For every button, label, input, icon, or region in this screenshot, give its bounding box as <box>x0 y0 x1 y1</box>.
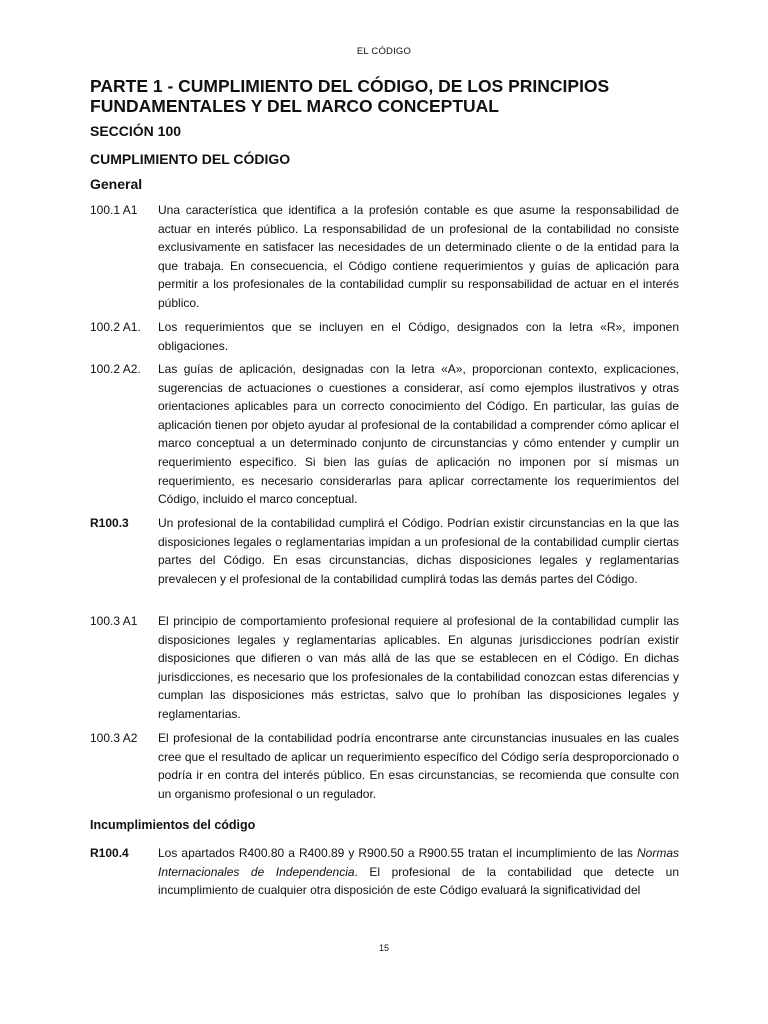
paragraph-100-3-a1 <box>90 612 679 724</box>
minor-heading-incumplimientos: Incumplimientos del código <box>90 818 256 832</box>
paragraph-r100-4 <box>90 844 679 900</box>
text-segment: Los apartados R400.80 a R400.89 y R900.50 a R900.55 tratan el incumplimiento de las <box>158 846 637 860</box>
subheading-general: General <box>90 176 143 192</box>
paragraph-100-2-a2 <box>90 360 679 509</box>
paragraph-number: 100.2 A1. <box>90 320 141 334</box>
paragraph-100-1-a1 <box>90 201 679 313</box>
paragraph-text: Los requerimientos que se incluyen en el Código, designados con la letra «R», imponen obligaciones. <box>158 320 679 353</box>
paragraph-text: Una característica que identifica a la profesión contable es que asume la responsabilidad de actuar en interés público. La responsabilidad de un profesional de la contabilidad no consiste exclusivamente en satisfacer las necesidades de un determinado cliente o de la entidad para la que trabaja. En consecuencia, el Código contiene requerimientos y guías de aplicación para permitir a los profesionales de la contabilidad cumplir su responsabilidad de actuar en el interés público. <box>158 203 679 310</box>
paragraph-text <box>158 844 679 900</box>
paragraph-number: 100.1 A1 <box>90 203 138 217</box>
paragraph-100-3-a2 <box>90 729 679 803</box>
paragraph-100-2-a1 <box>90 318 679 355</box>
paragraph-text: Un profesional de la contabilidad cumplirá el Código. Podrían existir circunstancias en la que las disposiciones legales o reglamentarias impidan a un profesional de la contabilidad cumplir ciertas partes del Código. En esas circunstancias, dichas disposiciones legales y reglamentarias prevalecen y el profesional de la contabilidad cumplirá todas las demás partes del Código. <box>158 516 679 586</box>
paragraph-number: R100.4 <box>90 846 129 860</box>
text-segment: . El profesional de la contabilidad que detecte un incumplimiento de cualquier otra disposición de este Código evaluará la significatividad del <box>158 864 679 898</box>
paragraph-number: 100.3 A1 <box>90 614 138 628</box>
paragraph-number: 100.3 A2 <box>90 731 138 745</box>
page-number: 15 <box>378 943 389 953</box>
paragraph-text: El profesional de la contabilidad podría encontrarse ante circunstancias inusuales en las cuales cree que el resultado de aplicar un requerimiento específico del Código sería desproporcionado o podría ir en contra del interés público. En esas circunstancias, se recomienda que consulte con un organismo profesional o un regulador. <box>158 731 679 801</box>
section-title: CUMPLIMIENTO DEL CÓDIGO <box>90 151 291 167</box>
paragraph-r100-3 <box>90 514 679 588</box>
paragraph-number: R100.3 <box>90 516 129 530</box>
paragraph-number: 100.2 A2. <box>90 362 141 376</box>
section-number: SECCIÓN 100 <box>90 123 182 139</box>
paragraph-text: Las guías de aplicación, designadas con la letra «A», proporcionan contexto, explicaciones, sugerencias de actuaciones o cuestiones a considerar, así como ejemplos ilustrativos y otras orientaciones aplicables para un correcto conocimiento del Código. En particular, las guías de aplicación tienen por objeto ayudar al profesional de la contabilidad a comprender cómo aplicar el marco conceptual a un determinado conjunto de circunstancias y cómo entender y cumplir un requerimiento específico. Si bien las guías de aplicación no imponen por sí mismas un requerimiento, es necesario considerarlas para aplicar correctamente los requerimientos del Código, incluido el marco conceptual. <box>158 362 679 507</box>
running-head: EL CÓDIGO <box>356 46 412 57</box>
italic-standard-title: Normas Internacionales de Independencia <box>158 846 679 879</box>
part-title: PARTE 1 - CUMPLIMIENTO DEL CÓDIGO, DE LOS PRINCIPIOS FUNDAMENTALES Y DEL MARCO CONCEPTUAL <box>90 76 610 116</box>
paragraph-text: El principio de comportamiento profesional requiere al profesional de la contabilidad cumplir las disposiciones legales y reglamentarias aplicables. En algunas jurisdicciones podrían existir disposiciones que difieren o van más allá de las que se establecen en el Código. En dichas jurisdicciones, es necesario que los profesionales de la contabilidad conozcan estas diferencias y cumplan las disposiciones más estrictas, salvo que lo prohíban las disposiciones legales y reglamentarias. <box>158 614 679 721</box>
